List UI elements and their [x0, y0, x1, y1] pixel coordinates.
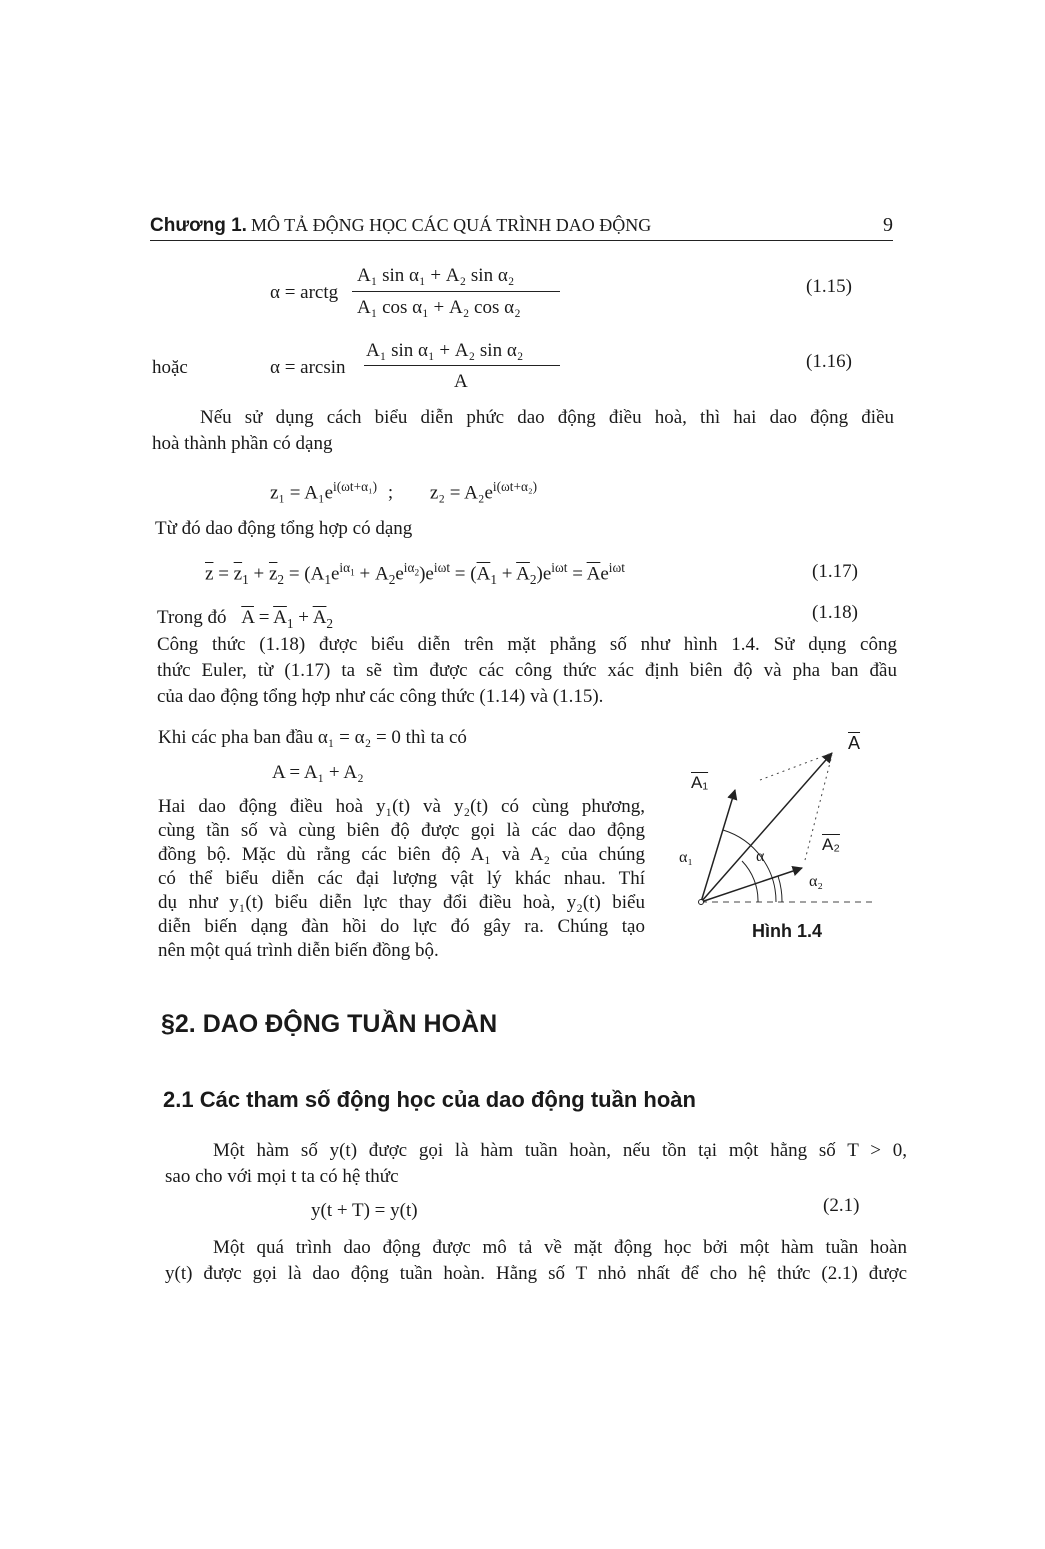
eq-1-16-lhs: α = arcsin [270, 357, 346, 378]
paragraph-process [165, 1235, 907, 1287]
fig-label-A1-text: A₁ [691, 773, 709, 792]
para-line: Công thức (1.18) được biểu diễn trên mặt phẳng số như hình 1.4. Sử dụng công [157, 634, 897, 655]
fig-label-alpha1: α₁ [679, 849, 693, 866]
eq-1-15-label: (1.15) [806, 276, 852, 297]
paragraph-formula [157, 632, 897, 710]
paragraph-complex [152, 405, 894, 457]
running-header [150, 215, 895, 241]
para-line: cùng tần số và cùng biên độ được gọi là các dao động [158, 820, 645, 841]
eq-1-16-label: (1.16) [806, 351, 852, 372]
para-line: hoà thành phần có dạng [152, 433, 333, 454]
fig-label-A [848, 733, 860, 754]
origin-point [699, 900, 704, 905]
chapter-title: MÔ TẢ ĐỘNG HỌC CÁC QUÁ TRÌNH DAO ĐỘNG [250, 215, 652, 235]
para-line: có thể biểu diễn các đại lượng vật lý khác nhau. Thí [158, 868, 645, 889]
paragraph-sync [158, 795, 645, 963]
para-line: Một hàm số y(t) được gọi là hàm tuần hoàn, nếu tồn tại một hằng số T > 0, [213, 1140, 907, 1161]
paragraph-periodic [165, 1138, 907, 1190]
fig-label-alpha2: α₂ [809, 873, 823, 890]
para-line: đồng bộ. Mặc dù rằng các biên độ A₁ và A₂ của chúng [158, 844, 645, 865]
z2-exponent: i(ωt+α₂) [492, 479, 538, 494]
fig-label-A2-text: A₂ [822, 835, 840, 854]
phase-equation: A = A₁ + A₂ [272, 762, 364, 783]
eq-1-18: Trong đó $\overline{A} = \overline{A}_1 + \overline{A}_2$ [157, 607, 334, 631]
header-rule [150, 240, 893, 241]
z1-exponent: i(ωt+α₁) [333, 479, 378, 494]
eq-1-15-numerator: A₁ sin α₁ + A₂ sin α₂ [357, 265, 515, 286]
hoac-label: hoặc [152, 357, 188, 378]
figure-caption: Hình 1.4 [752, 921, 823, 941]
eq-2-1-label: (2.1) [823, 1195, 860, 1216]
para-line: Nếu sử dụng cách biểu diễn phức dao động điều hoà, thì hai dao động điều [200, 407, 894, 428]
eq-1-16-fraction-bar [364, 365, 560, 366]
para-line: sao cho với mọi t ta có hệ thức [165, 1166, 399, 1187]
eq-1-18-prefix: Trong đó [157, 607, 227, 628]
eq-1-17: $\overline{z} = \overline{z}_1 + \overline{z}_2 = (A_1e^{i\alpha_1} + A_2e^{i\alpha_2})e^{i\omega t} = (\overline{A}_1 + \overline{A}_2)e^{i\omega t} = \overline{A}e^{i\omega t}$ [205, 560, 625, 588]
eq-1-15-denominator: A₁ cos α₁ + A₂ cos α₂ [357, 297, 521, 318]
z2-expr: z₂ = A₂e [429, 482, 493, 504]
phase-sentence: Khi các pha ban đầu α₁ = α₂ = 0 thì ta có [158, 727, 467, 748]
z1-expr: z₁ = A₁e [270, 482, 334, 504]
parallelogram-dotted-top [760, 753, 832, 780]
fig-label-A1 [691, 773, 708, 793]
para-line: của dao động tổng hợp như các công thức (1.14) và (1.15). [157, 686, 604, 707]
eq-1-16-numerator: A₁ sin α₁ + A₂ sin α₂ [366, 340, 524, 361]
para-line: Một quá trình dao động được mô tả về mặt động học bởi một hàm tuần hoàn [213, 1237, 907, 1258]
para-line: Hai dao động điều hoà y₁(t) và y₂(t) có cùng phương, [158, 796, 645, 817]
para-line: diễn biến dạng đàn hồi do lực đó gây ra. Chúng tạo [158, 916, 645, 937]
fig-label-A-text: $\overline{A}$ [848, 733, 861, 753]
eq-1-18-label: (1.18) [812, 602, 858, 623]
para-line: nên một quá trình diễn biến đồng bộ. [158, 940, 439, 961]
fig-label-alpha: α [756, 848, 765, 865]
arc-alpha [742, 861, 758, 902]
paragraph-sum-intro: Từ đó dao động tổng hợp có dạng [155, 518, 413, 539]
eq-2-1: y(t + T) = y(t) [311, 1200, 418, 1221]
para-line: dụ như y₁(t) biểu diễn lực thay đổi điều hoà, y₂(t) biểu [158, 892, 645, 913]
eq-1-16-denominator: A [454, 371, 468, 392]
subsection-title: 2.1 Các tham số động học của dao động tuần hoàn [163, 1087, 696, 1112]
chapter-label: Chương 1. [150, 215, 247, 236]
para-line: thức Euler, từ (1.17) ta sẽ tìm được các công thức xác định biên độ và pha ban đầu [157, 660, 897, 681]
vector-A1 [701, 790, 735, 902]
eq-1-15-fraction-bar [352, 291, 560, 292]
eq-1-17-label: (1.17) [812, 561, 858, 582]
eq-1-15-lhs: α = arctg [270, 282, 339, 303]
eq-components [270, 480, 537, 502]
section-title: §2. DAO ĐỘNG TUẦN HOÀN [161, 1010, 498, 1038]
para-line: y(t) được gọi là dao động tuần hoàn. Hằng số T nhỏ nhất để cho hệ thức (2.1) được [165, 1263, 907, 1284]
page-number: 9 [883, 214, 893, 236]
fig-label-A2 [822, 835, 840, 855]
separator: ; [387, 482, 394, 504]
arc-alpha2 [778, 876, 782, 902]
